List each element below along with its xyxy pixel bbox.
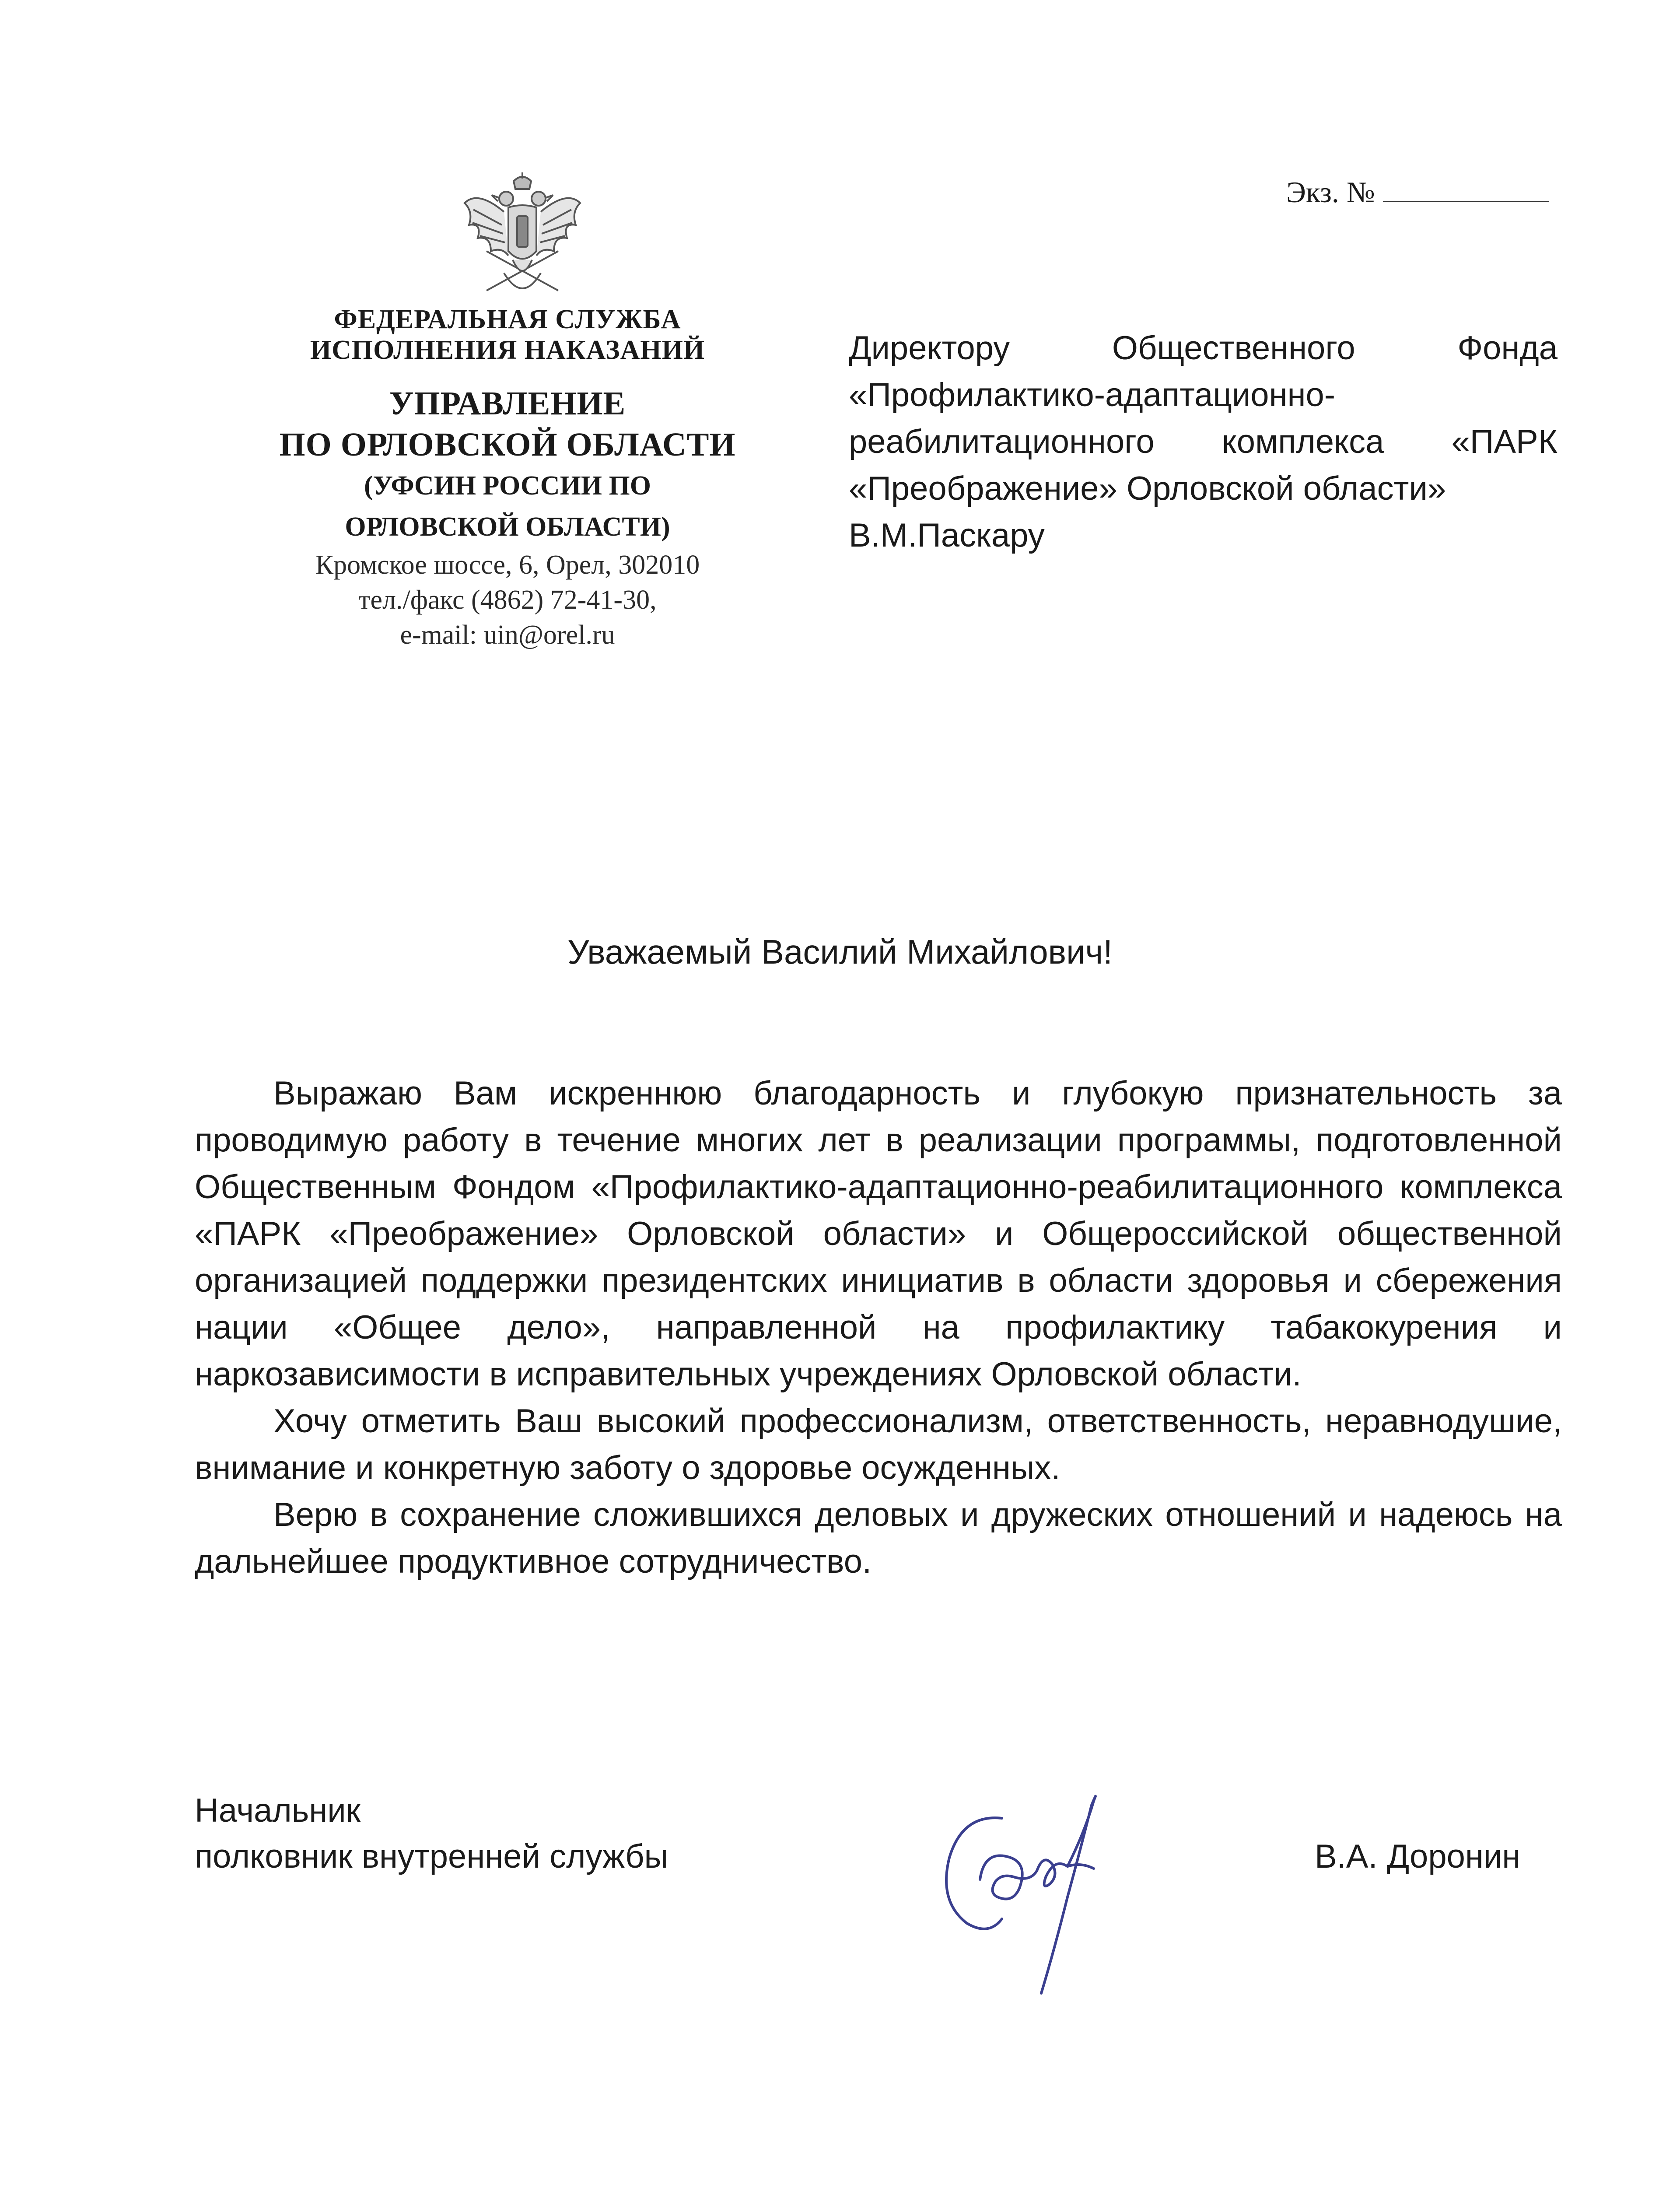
org-email: e-mail: uin@orel.ru [400,620,615,650]
body-paragraph: Верю в сохранение сложившихся деловых и дружеских отношений и надеюсь на дальнейшее продуктивное сотрудничество. [195,1496,1562,1580]
org-name-line: ИСПОЛНЕНИЯ НАКАЗАНИЙ [310,335,705,365]
sender-organization-block [262,304,752,652]
letter-body [195,1070,1562,1585]
signatory-title: Начальник [195,1792,360,1829]
addressee-line: Директору Общественного Фонда [849,330,1558,367]
addressee-block [849,325,1558,559]
org-address: Кромское шоссе, 6, Орел, 302010 [315,550,700,580]
body-paragraph: Выражаю Вам искреннюю благодарность и глубокую признательность за проводимую работу в течение многих лет в реализации программы, подготовленной Общественным Фондом «Профилактико-адаптационно-реабилитационного комплекса «ПАРК «Преображение» Орловской области» и Общероссийской общественной организацией поддержки президентских инициатив в области здоровья и сбережения нации «Общее дело», направленной на профилактику табакокурения и наркозависимости в исправительных учреждениях Орловской области. [195,1075,1562,1393]
double-headed-eagle-emblem-icon [460,172,584,308]
signatory-rank: полковник внутренней службы [195,1838,668,1875]
signatory-name: В.А. Доронин [1315,1838,1521,1875]
addressee-name: В.М.Паскару [849,517,1045,554]
org-abbrev-line: (УФСИН РОССИИ ПО [364,471,651,501]
addressee-line: реабилитационного комплекса «ПАРК [849,423,1558,460]
org-department-line: ПО ОРЛОВСКОЙ ОБЛАСТИ [279,426,736,463]
body-paragraph: Хочу отметить Ваш высокий профессионализм, ответственность, неравнодушие, внимание и конкретную заботу о здоровье осужденных. [195,1403,1562,1487]
org-abbrev-line: ОРЛОВСКОЙ ОБЛАСТИ) [345,512,670,542]
addressee-line: «Профилактико-адаптационно- [849,376,1336,414]
copy-number-label: Экз. № [1286,175,1375,209]
signatory-position [195,1788,668,1879]
org-name-line: ФЕДЕРАЛЬНАЯ СЛУЖБА [334,305,681,334]
handwritten-signature-icon [936,1788,1155,1998]
copy-number-blank [1383,201,1549,202]
org-phone: тел./факс (4862) 72-41-30, [358,585,657,615]
copy-number-field [1286,175,1549,210]
org-department-line: УПРАВЛЕНИЕ [389,385,626,422]
addressee-line: «Преображение» Орловской области» [849,470,1446,507]
salutation: Уважаемый Василий Михайлович! [567,933,1113,971]
